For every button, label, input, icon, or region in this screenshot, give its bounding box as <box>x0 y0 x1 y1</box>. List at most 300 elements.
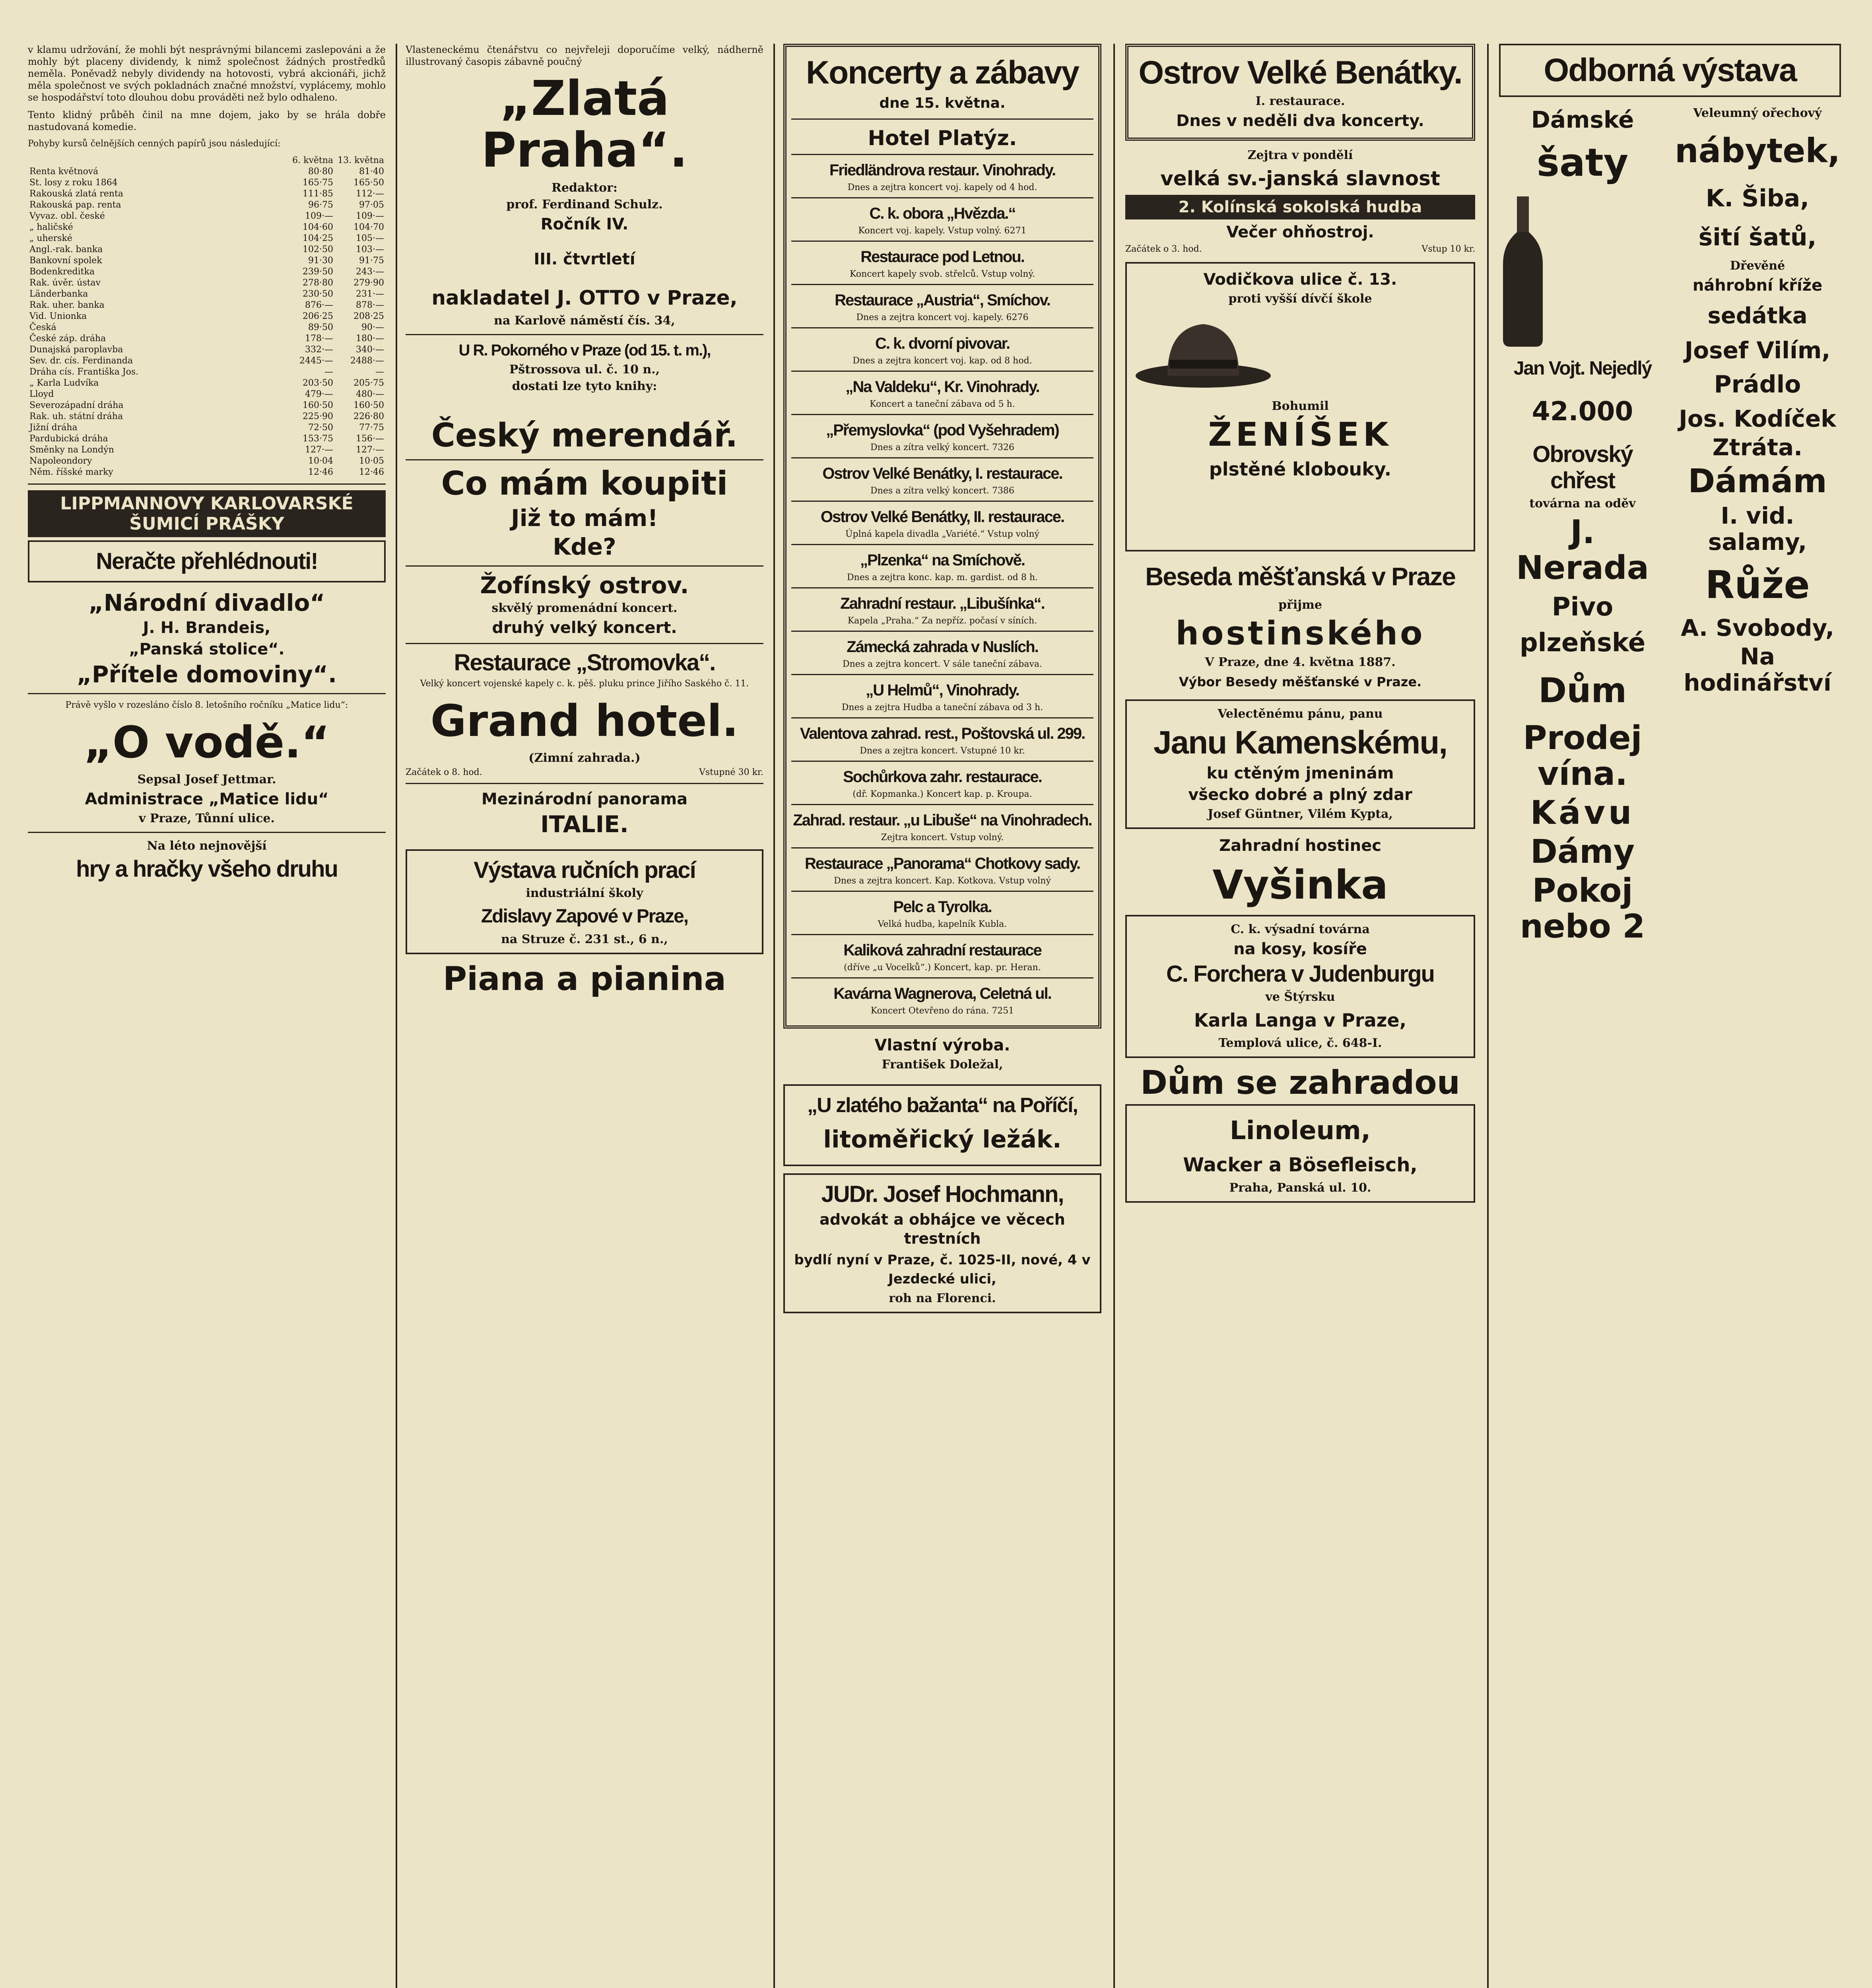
venue-name: Kavárna Wagnerova, Celetná ul. <box>833 985 1051 1002</box>
nahrobni-title: náhrobní kříže <box>1692 276 1823 295</box>
rates-value: 89·50 <box>308 322 333 332</box>
damy-title: Dámy <box>1530 833 1635 871</box>
rates-row <box>28 255 386 266</box>
rates-value: 205·75 <box>353 378 384 388</box>
divider <box>406 459 763 460</box>
divider <box>406 565 763 567</box>
panska-title: „Panská stolice“. <box>129 640 285 658</box>
venue-note: Dnes a zejtra koncert. V sále taneční zábava. <box>843 659 1042 669</box>
column-3 <box>783 44 1101 1988</box>
rates-label: Dunajská paroplavba <box>29 345 123 355</box>
rates-value: 279·90 <box>353 278 384 288</box>
rates-value: 77·75 <box>359 423 384 433</box>
hochmann-addr: bydlí nyní v Praze, č. 1025-II, nové, 4 v Jezdecké ulici, <box>794 1252 1091 1287</box>
pritel-title: „Přítele domoviny“. <box>76 661 337 688</box>
venue-note: Zejtra koncert. Vstup volný. <box>881 833 1004 843</box>
venue-item <box>791 544 1093 587</box>
rates-label: Rakouská pap. renta <box>29 200 121 210</box>
rates-row <box>28 311 386 322</box>
rates-row <box>28 367 386 378</box>
rates-value: 109·— <box>356 211 384 221</box>
venue-name: Ostrov Velké Benátky, II. restaurace. <box>820 508 1064 526</box>
rates-value: 81·40 <box>359 167 384 177</box>
kamensky-wish: ku ctěným jmeninám <box>1206 764 1394 782</box>
venue-note: Dnes a zejtra koncert. Vstupné 10 kr. <box>860 746 1025 756</box>
rates-value: 72·50 <box>308 423 333 433</box>
venue-note: Dnes a zejtra koncert voj. kap. od 8 hod. <box>852 356 1032 366</box>
column-rule <box>396 44 397 1988</box>
vystava-sub: industriální školy <box>526 886 643 900</box>
otto-addr: na Karlově náměstí čís. 34, <box>494 314 675 328</box>
venue-item <box>791 934 1093 977</box>
rates-value: 480·— <box>356 389 384 399</box>
slavnost-title: velká sv.-janská slavnost <box>1160 167 1440 190</box>
venue-note: Dnes a zejtra koncert voj. kapely od 4 hod. <box>847 182 1037 192</box>
venue-item <box>791 761 1093 804</box>
bottle-illustration <box>1499 196 1547 348</box>
column-2 <box>406 44 763 1988</box>
venue-note: Úplná kapela divadla „Variété.“ Vstup volný <box>845 529 1039 539</box>
venue-item <box>791 197 1093 241</box>
venue-note: Koncert voj. kapely. Vstup volný. 6271 <box>858 226 1027 236</box>
jiz-title: Již to mám! <box>511 505 658 532</box>
rates-row <box>28 289 386 300</box>
vysinka-title: Vyšinka <box>1212 862 1388 908</box>
rates-value: 105·— <box>356 233 384 243</box>
column-rule <box>1113 44 1115 1988</box>
venue-item <box>791 804 1093 847</box>
divider <box>28 832 386 833</box>
rates-row <box>28 266 386 278</box>
rates-label: Vid. Unionka <box>29 311 87 321</box>
hodinarstvi-title: Na hodinářství <box>1684 643 1831 696</box>
rates-row <box>28 211 386 222</box>
rates-label: „ uherské <box>29 233 72 243</box>
damam-title: Dámám <box>1688 462 1827 500</box>
rates-row <box>28 200 386 211</box>
venue-name: Kaliková zahradní restaurace <box>843 942 1041 959</box>
rates-value: 127·— <box>305 445 333 455</box>
langa-title: Karla Langa v Praze, <box>1194 1010 1407 1031</box>
column-rule <box>1487 44 1489 1988</box>
kodicek-title: Jos. Kodíček <box>1679 405 1836 432</box>
divider <box>791 118 1093 120</box>
venue-item <box>791 284 1093 327</box>
article-text: Tento klidný průběh činil na mne dojem, jako by se hrála dobře nastudovaná komedie. <box>28 109 386 132</box>
beseda-title: Beseda měšťanská v Praze <box>1145 562 1455 591</box>
grand-sub: (Zimní zahrada.) <box>528 751 641 765</box>
rates-row <box>28 188 386 200</box>
venue-name: Friedländrova restaur. Vinohrady. <box>829 161 1056 179</box>
drevene-label: Dřevěné <box>1730 259 1785 273</box>
rates-row <box>28 400 386 411</box>
rates-value: 153·75 <box>303 434 333 444</box>
venue-item <box>791 371 1093 414</box>
admin-title: Administrace „Matice lidu“ <box>85 790 329 808</box>
rates-label: Dráha cís. Františka Jos. <box>29 367 139 377</box>
venue-item <box>791 457 1093 501</box>
rates-value: 278·80 <box>303 278 333 288</box>
rates-value: 127·— <box>356 445 384 455</box>
nabytek-pre: Veleumný ořechový <box>1693 106 1822 120</box>
panorama-title: Mezinárodní panorama <box>481 790 688 808</box>
divider <box>28 693 386 694</box>
rates-row <box>28 467 386 478</box>
venue-item <box>791 241 1093 284</box>
venue-note: (dř. Kopmanka.) Koncert kap. p. Kroupa. <box>852 789 1032 799</box>
grand-entry: Vstupné 30 kr. <box>699 767 763 777</box>
ctvrtleti: III. čtvrtletí <box>534 250 635 268</box>
nejedly-title: Jan Vojt. Nejedlý <box>1513 358 1652 379</box>
forcher-sub: ve Štýrsku <box>1265 990 1335 1004</box>
rates-label: Bodenkreditka <box>29 267 95 277</box>
rates-value: 160·50 <box>353 400 384 410</box>
otto-title: nakladatel J. OTTO v Praze, <box>431 286 738 309</box>
stromovka-title: Restaurace „Stromovka“. <box>454 650 715 676</box>
rates-value: 104·60 <box>303 222 333 232</box>
venue-name: Valentova zahrad. rest., Poštovská ul. 299. <box>800 725 1085 742</box>
zlata-praha-title: „Zlatá Praha“. <box>481 71 688 178</box>
vode-author: Sepsal Josef Jettmar. <box>137 773 276 786</box>
venue-note: Dnes a zejtra koncert voj. kapely. 6276 <box>856 313 1029 322</box>
kamensky-wish2: všecko dobré a plný zdar <box>1188 786 1412 804</box>
rates-value: 96·75 <box>308 200 333 210</box>
rates-value: 878·— <box>356 300 384 310</box>
kolinska-bar: 2. Kolínská sokolská hudba <box>1125 195 1475 219</box>
rates-value: 2445·— <box>299 356 333 366</box>
hat-illustration <box>1132 312 1275 392</box>
venue-note: (dříve „u Vocelků“.) Koncert, kap. pr. Heran. <box>844 963 1041 973</box>
venue-item <box>791 847 1093 891</box>
venue-name: „Přemyslovka“ (pod Vyšehradem) <box>826 421 1059 439</box>
pokorny-title: U R. Pokorného v Praze (od 15. t. m.), <box>458 342 711 359</box>
rates-value: 10·05 <box>359 456 384 466</box>
rates-label: Napoleondory <box>29 456 92 466</box>
prodej-title: Prodej vína. <box>1523 719 1642 793</box>
hochmann-addr2: roh na Florenci. <box>889 1291 996 1305</box>
rates-col-header: 6. května <box>292 155 333 165</box>
venue-item <box>791 327 1093 371</box>
piana-title: Piana a pianina <box>443 960 726 998</box>
zofin-sub2: druhý velký koncert. <box>492 619 677 637</box>
price-value: 42.000 <box>1532 396 1633 427</box>
rates-label: Rak. uher. banka <box>29 300 105 310</box>
italie-title: ITALIE. <box>540 811 629 838</box>
rates-value: 226·80 <box>353 412 384 421</box>
rates-label: Länderbanka <box>29 289 88 299</box>
rates-value: 112·— <box>356 189 384 199</box>
venue-note: Dnes a zejtra konc. kap. m. gardist. od 8 h. <box>847 573 1038 582</box>
damske-label: Dámské <box>1531 106 1634 133</box>
rates-value: 165·50 <box>353 178 384 188</box>
kamensky-pre: Velectěnému pánu, panu <box>1218 707 1383 721</box>
rates-header: Pohyby kursů čelnějších cenných papírů jsou následující: <box>28 139 281 149</box>
hotel-platyz: Hotel Platýz. <box>868 126 1017 150</box>
rates-value: 206·25 <box>303 311 333 321</box>
zenisek-pre: Bohumil <box>1272 399 1329 413</box>
rates-row <box>28 244 386 255</box>
hochmann-title: JUDr. Josef Hochmann, <box>821 1181 1064 1207</box>
pokorny-books: dostati lze tyto knihy: <box>512 379 657 393</box>
venue-item <box>791 154 1093 197</box>
kde-title: Kde? <box>553 533 616 560</box>
sedatka-title: sedátka <box>1707 303 1808 329</box>
rates-value: 230·50 <box>303 289 333 299</box>
langa-sub: Templová ulice, č. 648-I. <box>1218 1036 1382 1050</box>
rates-value: 239·50 <box>303 267 333 277</box>
rates-value: 104·70 <box>353 222 384 232</box>
merendar-title: Český merendář. <box>431 417 738 454</box>
rates-label: Angl.-rak. banka <box>29 245 103 254</box>
forcher-mid: na kosy, kosíře <box>1233 940 1367 958</box>
rates-row <box>28 233 386 244</box>
vecer-title: Večer ohňostroj. <box>1226 223 1374 241</box>
rates-col-header: 13. května <box>338 155 384 165</box>
benatky-sub: I. restaurace. <box>1255 94 1345 108</box>
rates-value: 340·— <box>356 345 384 355</box>
venue-item <box>791 891 1093 934</box>
ztrata-title: Ztráta. <box>1712 434 1803 461</box>
benatky-sub2: Dnes v neděli dva koncerty. <box>1176 112 1424 130</box>
rates-value: — <box>375 367 384 377</box>
vlastni-vyroba: Vlastní výroba. <box>874 1036 1010 1054</box>
saty-title: šaty <box>1536 140 1629 185</box>
venue-item <box>791 414 1093 457</box>
rates-row <box>28 378 386 389</box>
vecer-start: Začátek o 3. hod. <box>1125 244 1202 254</box>
rates-value: 178·— <box>305 334 333 344</box>
venue-note: Dnes a zítra velký koncert. 7326 <box>870 443 1014 452</box>
zofin-title: Žofínský ostrov. <box>480 572 689 599</box>
column-5 <box>1499 44 1841 1988</box>
rates-value: 876·— <box>305 300 333 310</box>
dolezal-name: František Doležal, <box>882 1058 1003 1072</box>
rates-value: 103·— <box>356 245 384 254</box>
venue-name: Zahradní restaur. „Libušínka“. <box>840 595 1045 612</box>
rates-value: 225·90 <box>303 412 333 421</box>
concerts-frame <box>783 44 1101 1029</box>
vilim-title: Josef Vilím, <box>1684 337 1831 364</box>
rates-value: 332·— <box>305 345 333 355</box>
kamensky-sign: Josef Güntner, Vilém Kypta, <box>1208 807 1393 821</box>
rates-row <box>28 411 386 422</box>
plstene-title: plstěné klobouky. <box>1209 458 1392 480</box>
venue-name: Sochůrkova zahr. restaurace. <box>843 768 1042 786</box>
venue-note: Koncert a taneční zábava od 5 h. <box>870 399 1015 409</box>
newspaper-page <box>28 44 1841 1988</box>
rates-label: Jižní dráha <box>29 423 78 433</box>
rates-value: 180·— <box>356 334 384 344</box>
venue-name: Restaurace pod Letnou. <box>860 248 1024 266</box>
vystava-title: Výstava ručních prací <box>474 857 695 883</box>
vysinka-pre: Zahradní hostinec <box>1219 837 1381 855</box>
venue-name: „Na Valdeku“, Kr. Vinohrady. <box>845 378 1039 396</box>
rates-row <box>28 300 386 311</box>
bazant-title: „U zlatého bažanta“ na Poříčí, <box>807 1094 1078 1117</box>
beseda-sign: Výbor Besedy měšťanské v Praze. <box>1179 674 1422 689</box>
hochmann-sub: advokát a obhájce ve věcech trestních <box>819 1211 1065 1247</box>
nerac-title: Neračte přehlédnouti! <box>96 548 318 574</box>
benatky-title: Ostrov Velké Benátky. <box>1138 54 1462 91</box>
rates-value: 156·— <box>356 434 384 444</box>
rates-value: 165·75 <box>303 178 333 188</box>
rates-row <box>28 333 386 344</box>
rates-label: „ Karla Ludvíka <box>29 378 99 388</box>
rates-value: 10·04 <box>308 456 333 466</box>
rates-value: 2488·— <box>350 356 384 366</box>
rates-row <box>28 278 386 289</box>
rates-label: St. losy z roku 1864 <box>29 178 118 188</box>
pradlo-title: Prádlo <box>1714 371 1801 398</box>
rates-label: Vyvaz. obl. české <box>29 211 105 221</box>
venue-item <box>791 631 1093 674</box>
vodickova-title: Vodičkova ulice č. 13. <box>1203 270 1397 289</box>
zenisek-title: ŽENÍŠEK <box>1208 416 1392 454</box>
rates-label: Rakouská zlatá renta <box>29 189 124 199</box>
linoleum-title: Linoleum, <box>1229 1116 1371 1145</box>
stromovka-sub: Velký koncert vojenské kapely c. k. pěš. pluku prince Jiřího Saského č. 11. <box>420 679 749 689</box>
rates-row <box>28 389 386 400</box>
rates-label: Něm. říšské marky <box>29 467 113 477</box>
rates-row <box>28 422 386 433</box>
rocnik: Ročník IV. <box>540 215 629 233</box>
venue-name: C. k. dvorní pivovar. <box>875 335 1010 352</box>
rates-label: Severozápadní dráha <box>29 400 124 410</box>
vode-pre: Právě vyšlo v rozesláno číslo 8. letošního ročníku „Matice lidu“: <box>65 700 348 710</box>
rates-value: 91·30 <box>308 256 333 266</box>
venue-name: Zahrad. restaur. „u Libuše“ na Vinohradech. <box>793 812 1092 829</box>
pokoj-title: Pokoj nebo 2 <box>1520 872 1645 945</box>
rates-row <box>28 166 386 177</box>
rates-value: 111·85 <box>303 189 333 199</box>
forcher-title: C. Forchera v Judenburgu <box>1166 961 1434 987</box>
venue-item <box>791 587 1093 631</box>
beseda-date: V Praze, dne 4. května 1887. <box>1205 655 1396 669</box>
rates-value: 208·25 <box>353 311 384 321</box>
rates-value: 102·50 <box>303 245 333 254</box>
dum-title: Dům se zahradou <box>1140 1064 1460 1102</box>
dum-title: Dům <box>1538 671 1627 711</box>
divider <box>28 483 386 485</box>
venue-name: Ostrov Velké Benátky, I. restaurace. <box>822 465 1062 482</box>
rates-value: — <box>324 367 333 377</box>
kavu-title: Kávu <box>1530 794 1635 832</box>
wacker-sub: Praha, Panská ul. 10. <box>1229 1181 1371 1195</box>
rates-label: Renta květnová <box>29 167 99 177</box>
kamensky-title: Janu Kamenskému, <box>1153 724 1447 761</box>
article-intro: v klamu udržování, že mohli být nesprávnými bilancemi zaslepováni a že mohly být placeny dividendy, k nimž společnost žádných prostředků neměla. Poněvadž nebyly dividendy na hotovosti, vybrá akcionáři, jichž měla společnost ve svých pokladnách značné množství, vyplácemy, mohlo se hospodářství toto dlouhou dobu prováděti než bylo odhaleno. <box>28 44 386 103</box>
column-4 <box>1125 44 1475 1988</box>
venue-name: „U Helmů“, Vinohrady. <box>866 681 1019 699</box>
rates-label: Rak. úvěr. ústav <box>29 278 101 288</box>
hostinskeho-title: hostinského <box>1175 615 1425 652</box>
rates-label: „ haličské <box>29 222 73 232</box>
venue-item <box>791 977 1093 1021</box>
grand-title: Grand hotel. <box>430 695 739 746</box>
venue-item <box>791 501 1093 544</box>
venue-note: Dnes a zejtra koncert. Kap. Kotkova. Vstup volný <box>834 876 1051 886</box>
rates-value: 12·46 <box>359 467 384 477</box>
narodni-title: „Národní divadlo“ <box>88 589 325 616</box>
rates-value: 90·— <box>361 322 384 332</box>
venue-item <box>791 674 1093 717</box>
column-rule <box>773 44 775 1988</box>
rates-value: 80·80 <box>308 167 333 177</box>
beseda-sub: přijme <box>1278 598 1322 612</box>
nerad-title: J. Nerada <box>1516 513 1649 587</box>
rates-col-header <box>28 155 284 166</box>
rates-value: 91·75 <box>359 256 384 266</box>
forcher-pre: C. k. výsadní továrna <box>1231 922 1370 936</box>
vecer-entry: Vstup 10 kr. <box>1421 244 1475 254</box>
zapove-title: Zdislavy Zapové v Praze, <box>481 906 688 927</box>
rates-value: 12·46 <box>308 467 333 477</box>
venue-note: Velká hudba, kapelník Kubla. <box>878 919 1007 929</box>
rates-row <box>28 355 386 367</box>
column-1 <box>28 44 386 1988</box>
venue-name: Zámecká zahrada v Nuslích. <box>847 638 1038 656</box>
ruze-title: Růže <box>1705 563 1810 607</box>
svoboda-title: A. Svobody, <box>1681 614 1834 641</box>
rates-value: 97·05 <box>359 200 384 210</box>
venue-name: Restaurace „Austria“, Smíchov. <box>835 291 1050 309</box>
venue-note: Koncert Otevřeno do rána. 7251 <box>870 1006 1014 1016</box>
bazant-sub: litoměřický ležák. <box>823 1126 1062 1153</box>
redaktor-label: Redaktor: <box>552 181 618 195</box>
wacker-title: Wacker a Bösefleisch, <box>1183 1154 1418 1176</box>
odborna-title: Odborná výstava <box>1544 52 1796 88</box>
venue-note: Dnes a zejtra Hudba a taneční zábava od 3 h. <box>841 703 1043 712</box>
redaktor-name: prof. Ferdinand Schulz. <box>506 198 663 212</box>
rates-label: Pardubická dráha <box>29 434 108 444</box>
venue-note: Kapela „Praha.“ Za nepříz. počasí v síních. <box>847 616 1037 626</box>
nabytek-title: nábytek, <box>1674 131 1841 170</box>
rates-value: 479·— <box>305 389 333 399</box>
hracky-pre: Na léto nejnovější <box>147 839 267 853</box>
divider <box>406 783 763 784</box>
rates-row <box>28 456 386 467</box>
koncerty-date: dne 15. května. <box>879 95 1006 111</box>
vodickova-sub: proti vyšší dívčí škole <box>1228 292 1372 306</box>
lippmann-ad: LIPPMANNOVY KARLOVARSKÉ ŠUMICÍ PRÁŠKY <box>28 490 386 537</box>
admin-sub: v Praze, Tůnní ulice. <box>139 812 275 825</box>
rates-row <box>28 177 386 188</box>
salamy-title: I. vid. salamy, <box>1708 502 1807 555</box>
slavnost-pre: Zejtra v pondělí <box>1247 148 1353 162</box>
grand-start: Začátek o 8. hod. <box>406 767 482 777</box>
zlata-intro: Vlasteneckému čtenářstvu co nejvřeleji doporučíme velký, nádherně illustrovaný časopis zábavně poučný <box>406 44 763 67</box>
rates-label: Rak. uh. státní dráha <box>29 412 123 421</box>
venue-note: Koncert kapely svob. střelců. Vstup volný. <box>850 269 1035 279</box>
divider <box>406 643 763 644</box>
rates-label: Česká <box>29 322 56 332</box>
rates-value: 243·— <box>356 267 384 277</box>
vode-title: „O vodě.“ <box>84 717 330 768</box>
venue-name: C. k. obora „Hvězda.“ <box>869 205 1016 222</box>
zapove-addr: na Struze č. 231 st., 6 n., <box>501 932 668 946</box>
tovarna-label: továrna na oděv <box>1529 497 1636 511</box>
pokorny-addr: Pštrossova ul. č. 10 n., <box>509 363 660 377</box>
rates-row <box>28 445 386 456</box>
siba-title: K. Šiba, <box>1705 184 1810 212</box>
divider <box>406 334 763 335</box>
pivo-title: Pivo plzeňské <box>1519 592 1646 658</box>
rates-label: Směnky na Londýn <box>29 445 114 455</box>
rates-row <box>28 222 386 233</box>
venue-name: „Plzenka“ na Smíchově. <box>860 551 1025 569</box>
rates-value: 109·— <box>305 211 333 221</box>
rates-row <box>28 433 386 445</box>
